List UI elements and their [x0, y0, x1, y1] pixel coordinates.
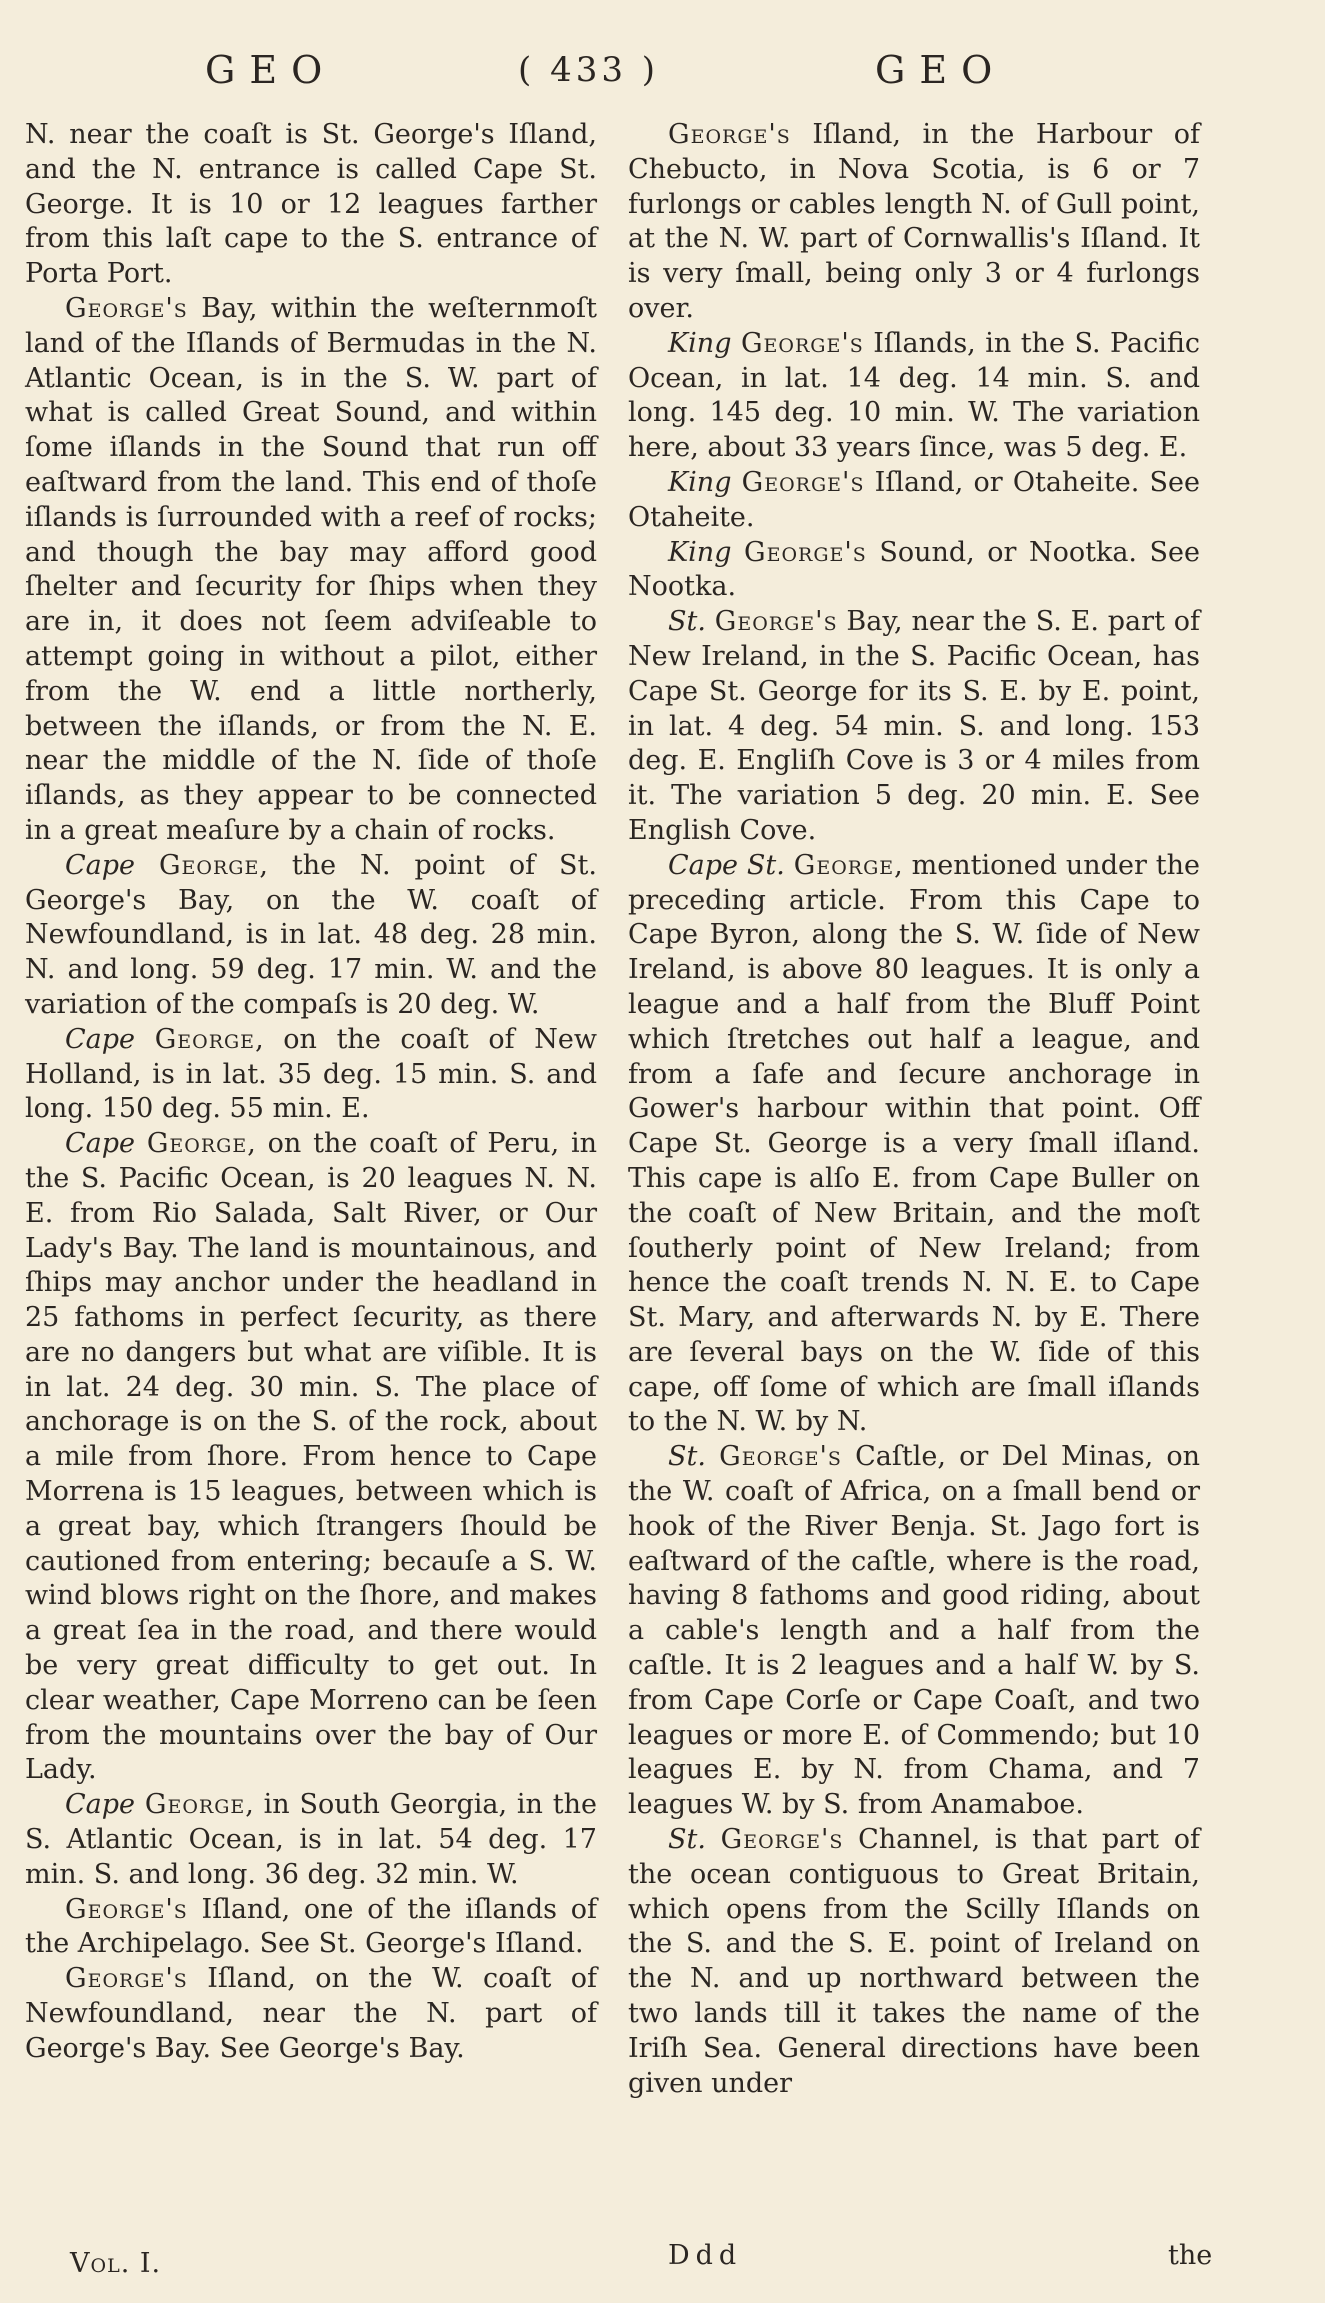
- dictionary-entry: [25, 1127, 597, 1788]
- entry-text: , in South Georgia, in the S. Atlantic Ocean, is in lat. 54 deg. 17 min. S. and long. 36 deg. 32 min. W.: [25, 1789, 597, 1890]
- dictionary-entry: [25, 1788, 597, 1892]
- entry-qualifier: St.: [668, 1441, 706, 1473]
- entry-headword: George: [154, 1023, 256, 1055]
- entry-qualifier: Cape: [65, 1023, 136, 1055]
- header-right-word: GEO: [875, 48, 1007, 92]
- entry-qualifier: Cape St.: [668, 849, 785, 881]
- dictionary-entry: [628, 1823, 1200, 2101]
- entry-text: , on the coaſt of Peru, in the S. Pacific Ocean, is 20 leagues N. N. E. from Rio Salada, Salt River, or Our Lady's Bay. The land is mountainous, and ſhips may anchor under the headland in 25 fathoms in perfect ſecurity, as there are no dangers but what are viſible. It is in lat. 24 deg. 30 min. S. The place of anchorage is on the S. of the rock, about a mile from ſhore. From hence to Cape Morrena is 15 leagues, between which is a great bay, which ſtrangers ſhould be cautioned from entering; becauſe a S. W. wind blows right on the ſhore, and makes a great ſea in the road, and there would be very great difficulty to get out. In clear weather, Cape Morreno can be ſeen from the mountains over the bay of Our Lady.: [25, 1128, 597, 1786]
- entry-text: Iſland, on the W. coaſt of Newfoundland, near the N. part of George's Bay. See George's Bay.: [25, 1963, 597, 2064]
- entry-text: Iſlands, in the S. Pacific Ocean, in lat. 14 deg. 14 min. S. and long. 145 deg. 10 min. W. The variation here, about 33 years ſince, was 5 deg. E.: [628, 327, 1200, 464]
- entry-qualifier: Cape: [65, 1128, 136, 1160]
- entry-text: Channel, is that part of the ocean contiguous to Great Britain, which opens from the Scilly Iſlands on the S. and the S. E. point of Ireland on the N. and up northward between the two lands till it takes the name of the Iriſh Sea. General directions have been given under: [628, 1824, 1200, 2099]
- entry-qualifier: King: [668, 536, 732, 568]
- dictionary-entry: [25, 1893, 597, 1963]
- entry-headword: George's: [65, 1963, 188, 1995]
- dictionary-entry: [25, 1023, 597, 1127]
- dictionary-entry: [25, 1962, 597, 2066]
- entry-headword: George: [144, 1789, 246, 1821]
- left-column: [25, 118, 597, 2067]
- entry-text: , mentioned under the preceding article. From this Cape to Cape Byron, along the S. W. ſide of New Ireland, is above 80 leagues. It is only a league and a half from the Bluff Point which ſtretches out half a league, and from a ſafe and ſecure anchorage in Gower's harbour within that point. Off Cape St. George is a very ſmall iſland. This cape is alſo E. from Cape Buller on the coaſt of New Britain, and the moſt ſoutherly point of New Ireland; from hence the coaſt trends N. N. E. to Cape St. Mary, and afterwards N. by E. There are ſeveral bays on the W. ſide of this cape, off ſome of which are ſmall iſlands to the N. W. by N.: [628, 849, 1200, 1438]
- right-column: [628, 118, 1200, 2101]
- entry-qualifier: St.: [668, 1824, 706, 1856]
- volume-label: Vol. I.: [70, 2248, 162, 2279]
- entry-headword: George's: [744, 536, 867, 568]
- entry-headword: George: [158, 849, 260, 881]
- entry-headword: George's: [65, 1893, 188, 1925]
- dictionary-entry: [628, 849, 1200, 1441]
- entry-text: Iſland, or Otaheite. See Otaheite.: [628, 466, 1200, 533]
- dictionary-entry: [628, 536, 1200, 606]
- entry-headword: George: [793, 849, 895, 881]
- signature-mark: Ddd: [668, 2240, 743, 2271]
- entry-headword: George's: [720, 1824, 844, 1856]
- dictionary-entry: [25, 849, 597, 1023]
- dictionary-entry: [25, 118, 597, 292]
- entry-text: Bay, within the weſternmoſt land of the Iſlands of Bermudas in the N. Atlantic Ocean, is in the S. W. part of what is called Great Sound, and within ſome iſlands in the Sound that run off eaſtward from the land. This end of thoſe iſlands is ſurrounded with a reef of rocks; and though the bay may afford good ſhelter and ſecurity for ſhips when they are in, it does not ſeem adviſeable to attempt going in without a pilot, either from the W. end a little northerly, between the iſlands, or from the N. E. near the middle of the N. ſide of thoſe iſlands, as they appear to be connected in a great meaſure by a chain of rocks.: [25, 292, 597, 846]
- entry-headword: George's: [668, 119, 791, 150]
- entry-qualifier: King: [668, 327, 732, 359]
- dictionary-entry: [628, 327, 1200, 466]
- entry-qualifier: St.: [668, 606, 706, 638]
- page-footer: [0, 2240, 1325, 2280]
- entry-text: Iſland, in the Harbour of Chebucto, in Nova Scotia, is 6 or 7 furlongs or cables length N. of Gull point, at the N. W. part of Cornwallis's Iſland. It is very ſmall, being only 3 or 4 furlongs over.: [628, 119, 1200, 324]
- dictionary-entry: [25, 292, 597, 849]
- page-number: ( 433 ): [518, 50, 660, 90]
- entry-qualifier: Cape: [65, 849, 136, 881]
- running-header: [0, 40, 1325, 100]
- entry-headword: George's: [714, 606, 838, 638]
- entry-qualifier: Cape: [65, 1789, 136, 1821]
- entry-text: Bay, near the S. E. part of New Ireland, in the S. Pacific Ocean, has Cape St. George for its S. E. by E. point, in lat. 4 deg. 54 min. S. and long. 153 deg. E. Engliſh Cove is 3 or 4 miles from it. The variation 5 deg. 20 min. E. See English Cove.: [628, 606, 1200, 846]
- entry-headword: George's: [719, 1441, 842, 1473]
- entry-text: N. near the coaſt is St. George's Iſland, and the N. entrance is called Cape St. George. It is 10 or 12 leagues farther from this laſt cape to the S. entrance of Porta Port.: [25, 119, 597, 290]
- header-left-word: GEO: [205, 48, 337, 92]
- dictionary-entry: [628, 605, 1200, 849]
- entry-headword: George's: [741, 466, 865, 498]
- entry-text: Iſland, one of the iſlands of the Archipelago. See St. George's Iſland.: [25, 1893, 597, 1960]
- entry-text: , the N. point of St. George's Bay, on the W. coaſt of Newfoundland, is in lat. 48 deg. 28 min. N. and long. 59 deg. 17 min. W. and the variation of the compaſs is 20 deg. W.: [25, 849, 597, 1020]
- dictionary-entry: [628, 466, 1200, 536]
- entry-headword: George: [146, 1128, 248, 1160]
- dictionary-entry: [628, 118, 1200, 327]
- entry-headword: George's: [740, 327, 864, 359]
- entry-text: , on the coaſt of New Holland, is in lat. 35 deg. 15 min. S. and long. 150 deg. 55 min. E.: [25, 1023, 597, 1125]
- entry-text: Sound, or Nootka. See Nootka.: [628, 536, 1200, 603]
- catchword: the: [1168, 2240, 1213, 2271]
- dictionary-entry: [628, 1440, 1200, 1823]
- entry-qualifier: King: [668, 466, 732, 498]
- entry-text: Caſtle, or Del Minas, on the W. coaſt of Africa, on a ſmall bend or hook of the River Benja. St. Jago fort is eaſtward of the caſtle, where is the road, having 8 fathoms and good riding, about a cable's length and a half from the caſtle. It is 2 leagues and a half W. by S. from Cape Corſe or Cape Coaſt, and two leagues or more E. of Commendo; but 10 leagues E. by N. from Chama, and 7 leagues W. by S. from Anamaboe.: [628, 1441, 1200, 1821]
- entry-headword: George's: [65, 292, 188, 324]
